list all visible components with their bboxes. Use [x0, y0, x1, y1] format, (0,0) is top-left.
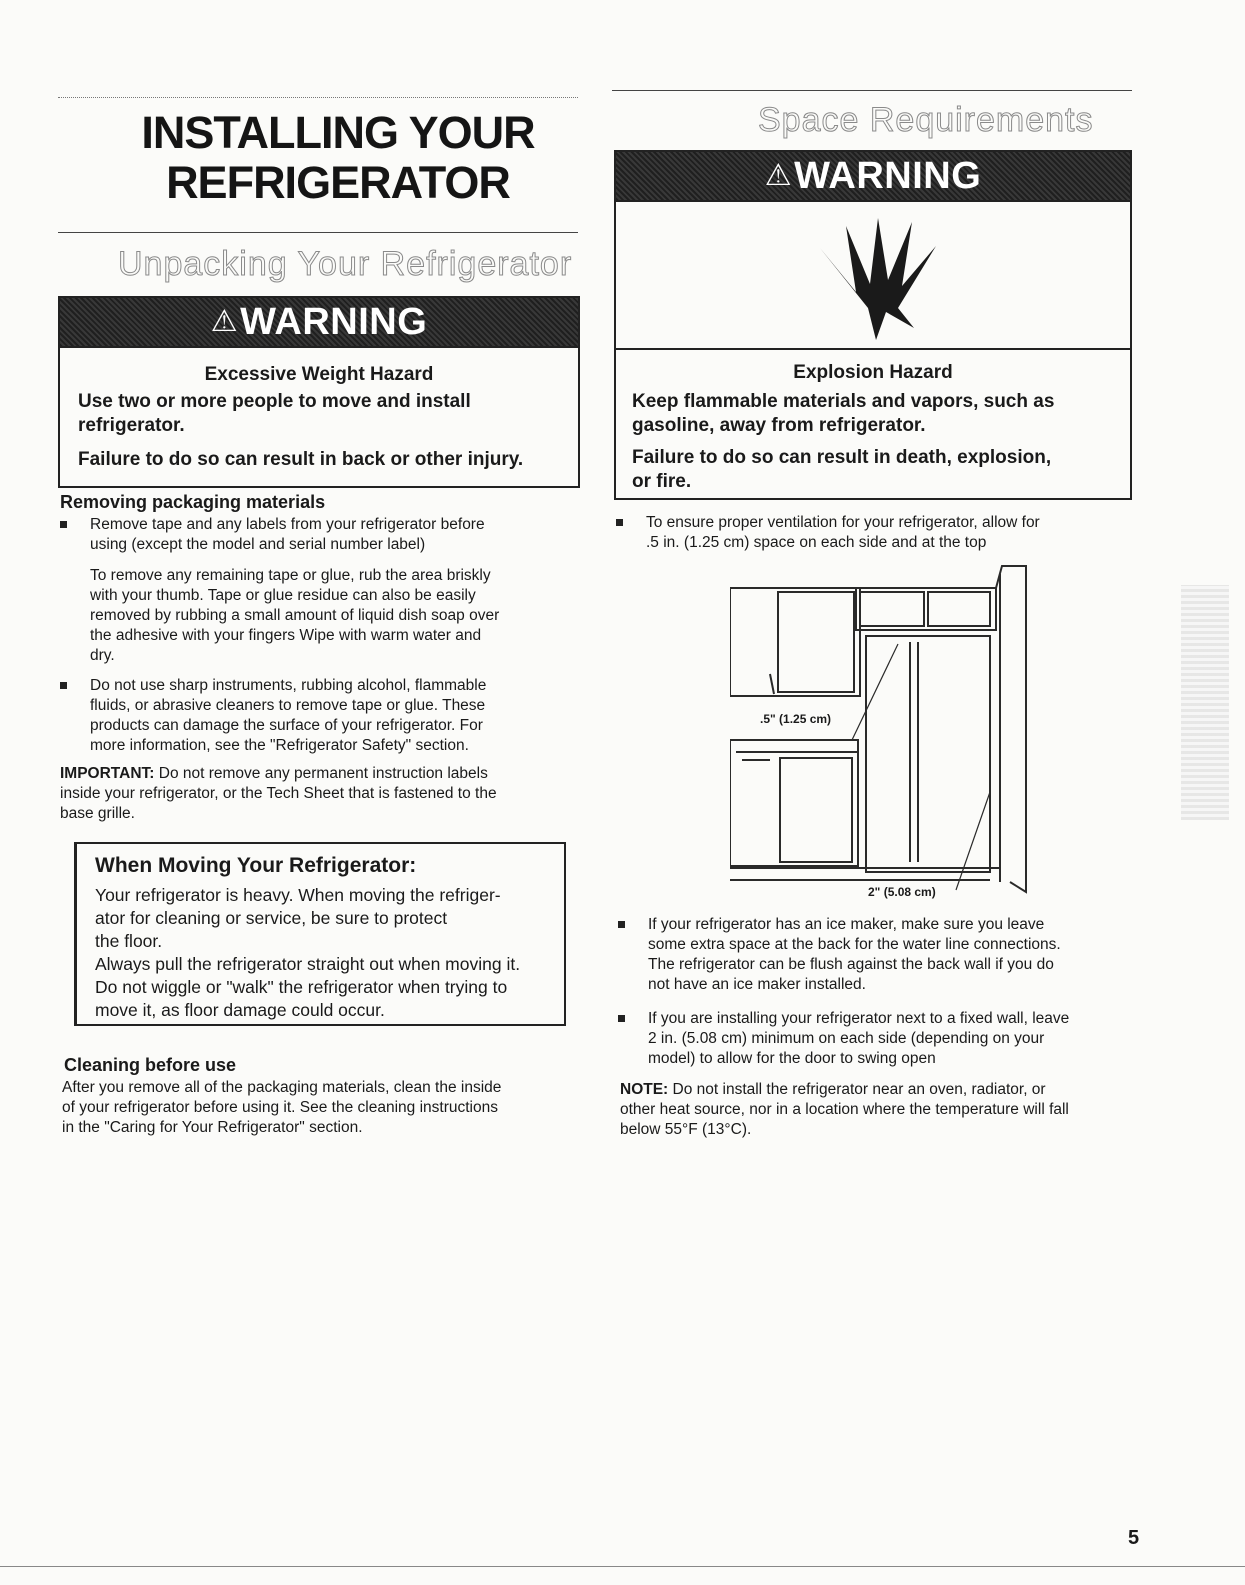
list-item: To ensure proper ventilation for your refrigerator, allow for .5 in. (1.25 cm) space on each side and at the top	[646, 513, 1040, 553]
list-item: Do not use sharp instruments, rubbing alcohol, flammable fluids, or abrasive cleaners to remove tape or glue. These products can damage the surface of your refrigerator. For more information, see the "Refrigerator Safety" section.	[90, 676, 486, 756]
top-rule-left	[58, 97, 578, 98]
warning-triangle-icon: ⚠	[764, 159, 793, 192]
square-bullet-icon	[618, 921, 625, 928]
clearance-diagram	[730, 562, 1040, 902]
page-title-line-1: INSTALLING YOUR	[141, 107, 535, 158]
title-underline-rule	[58, 232, 578, 233]
page-title	[118, 108, 558, 208]
important-label: IMPORTANT:	[60, 765, 155, 782]
list-item: If you are installing your refrigerator next to a fixed wall, leave 2 in. (5.08 cm) minimum on each side (depending on your model) to allow for the door to swing open	[648, 1009, 1069, 1069]
list-item: Remove tape and any labels from your refrigerator before using (except the model and serial number label)	[90, 515, 485, 555]
bottom-rule	[0, 1566, 1245, 1567]
warning-text: Keep flammable materials and vapors, such as gasoline, away from refrigerator. Failure to do so can result in death, explosion, or fire.	[632, 391, 1055, 492]
top-rule-right	[612, 90, 1132, 91]
unpacking-heading: Unpacking Your Refrigerator	[118, 245, 573, 283]
square-bullet-icon	[618, 1015, 625, 1022]
note-label: NOTE:	[620, 1081, 669, 1098]
hazard-name: Excessive Weight Hazard	[204, 364, 434, 385]
section-side-tab	[1181, 585, 1229, 820]
hazard-divider	[616, 348, 1130, 350]
warning-triangle-icon: ⚠	[210, 305, 239, 338]
warning-banner-title: ⚠WARNING	[764, 155, 982, 197]
list-item: If your refrigerator has an ice maker, make sure you leave some extra space at the back for the water line connections. The refrigerator can be flush against the back wall if you do not have an ice maker installed.	[648, 915, 1061, 995]
important-paragraph: IMPORTANT: Do not remove any permanent instruction labels inside your refrigerator, or the Tech Sheet that is fastened to the base grille.	[60, 765, 497, 822]
warning-banner	[616, 152, 1130, 202]
top-clearance-label: .5" (1.25 cm)	[760, 712, 832, 726]
warning-banner-title: ⚠WARNING	[210, 301, 428, 343]
moving-tip-box: When Moving Your Refrigerator: Your refrigerator is heavy. When moving the refriger- ator for cleaning or service, be sure to protect the floor. Always pull the refrigerator straight out when moving it. Do not wiggle or "walk" the refrigerator when trying to move it, as floor damage could occur.	[74, 842, 566, 1026]
warning-text: Use two or more people to move and install refrigerator. Failure to do so can result in back or other injury.	[78, 391, 524, 470]
page-title-line-2: REFRIGERATOR	[166, 157, 510, 208]
cleaning-subhead: Cleaning before use	[64, 1055, 237, 1075]
page-number: 5	[1128, 1527, 1140, 1549]
space-heading: Space Requirements	[758, 101, 1094, 139]
side-clearance-label: 2" (5.08 cm)	[868, 885, 936, 899]
hazard-name: Explosion Hazard	[793, 362, 953, 383]
note-paragraph: NOTE: Do not install the refrigerator near an oven, radiator, or other heat source, nor in a location where the temperature will fall below 55°F (13°C).	[620, 1081, 1069, 1138]
explosion-warning-box	[614, 150, 1132, 500]
square-bullet-icon	[616, 519, 623, 526]
removing-subhead: Removing packaging materials	[60, 492, 326, 512]
square-bullet-icon	[60, 682, 67, 689]
warning-banner	[60, 298, 578, 348]
explosion-icon	[806, 208, 946, 348]
moving-tip-title: When Moving Your Refrigerator:	[95, 854, 417, 877]
tape-removal-paragraph: To remove any remaining tape or glue, rub the area briskly with your thumb. Tape or glue residue can also be easily removed by rubbing a small amount of liquid dish soap over the adhesive with your fingers Wipe with warm water and dry.	[90, 567, 500, 664]
square-bullet-icon	[60, 521, 67, 528]
weight-warning-box	[58, 296, 580, 488]
cleaning-paragraph: After you remove all of the packaging materials, clean the inside of your refrigerator before using it. See the cleaning instructions in the "Caring for Your Refrigerator" section.	[62, 1079, 502, 1136]
